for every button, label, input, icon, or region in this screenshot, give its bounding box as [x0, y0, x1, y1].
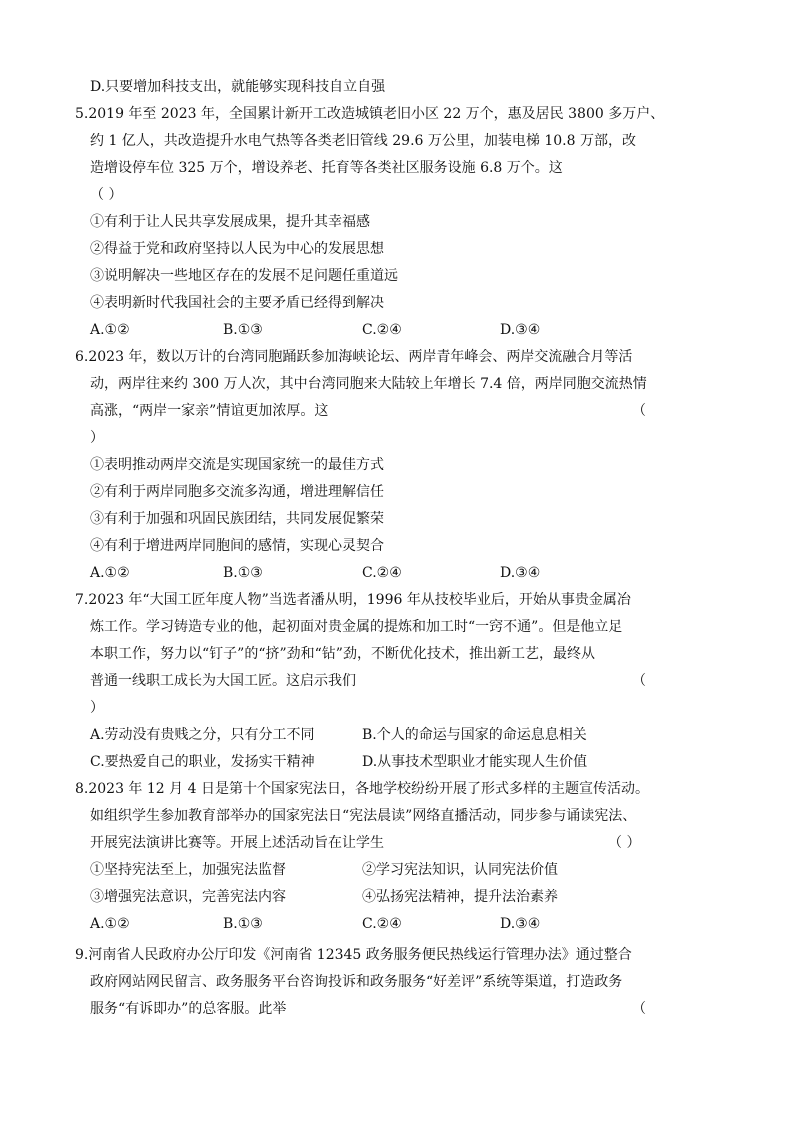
- q8-stem-line-3: 开展宪法演讲比赛等。开展上述活动旨在让学生: [90, 835, 384, 851]
- q6-paren-open: （: [632, 403, 646, 419]
- q6-statement-2: ②有利于两岸同胞多交流多沟通，增进理解信任: [90, 484, 384, 500]
- q5-answer-paren: （ ）: [90, 187, 123, 203]
- q7-stem-line-1: 7.2023 年“大国工匠年度人物”当选者潘从明，1996 年从技校毕业后，开始从事贵金属冶: [75, 592, 631, 608]
- q8-statement-2: ②学习宪法知识，认同宪法价值: [362, 862, 558, 878]
- q5-option-a: A.①②: [90, 322, 130, 338]
- q8-option-c: C.②④: [362, 916, 402, 932]
- q5-statement-4: ④表明新时代我国社会的主要矛盾已经得到解决: [90, 295, 384, 311]
- q9-paren-open: （: [632, 1001, 646, 1017]
- q7-stem-line-3: 本职工作，努力以“钉子”的“挤”劲和“钻”劲，不断优化技术，推出新工艺，最终从: [90, 646, 595, 662]
- q6-paren-close: ）: [90, 430, 104, 446]
- q8-option-b: B.①③: [223, 916, 263, 932]
- q7-option-d: D.从事技术型职业才能实现人生价值: [362, 754, 588, 770]
- q5-statement-2: ②得益于党和政府坚持以人民为中心的发展思想: [90, 241, 384, 257]
- q6-option-d: D.③④: [500, 565, 541, 581]
- q6-stem-line-1: 6.2023 年，数以万计的台湾同胞踊跃参加海峡论坛、两岸青年峰会、两岸交流融合月等活: [75, 349, 633, 365]
- q8-stem-line-1: 8.2023 年 12 月 4 日是第十个国家宪法日，各地学校纷纷开展了形式多样的主题宣传活动。: [75, 781, 649, 797]
- q7-option-c: C.要热爱自己的职业，发扬实干精神: [90, 754, 315, 770]
- q5-stem-line-2: 约 1 亿人，共改造提升水电气热等各类老旧管线 29.6 万公里，加装电梯 10.8 万部，改: [90, 133, 636, 149]
- q6-statement-4: ④有利于增进两岸同胞间的感情，实现心灵契合: [90, 538, 384, 554]
- q4-option-d: D.只要增加科技支出，就能够实现科技自立自强: [90, 79, 386, 95]
- q5-stem-line-1: 5.2019 年至 2023 年，全国累计新开工改造城镇老旧小区 22 万个，惠及居民 3800 多万户、: [75, 106, 665, 122]
- q8-answer-paren: （ ）: [608, 835, 641, 851]
- q7-option-b: B.个人的命运与国家的命运息息相关: [362, 727, 587, 743]
- q8-stem-line-2: 如组织学生参加教育部举办的国家宪法日“宪法晨读”网络直播活动，同步参与诵读宪法、: [90, 808, 637, 824]
- q5-option-c: C.②④: [362, 322, 402, 338]
- q9-stem-line-2: 政府网站网民留言、政务服务平台咨询投诉和政务服务“好差评”系统等渠道，打造政务: [90, 974, 623, 990]
- q6-statement-3: ③有利于加强和巩固民族团结，共同发展促繁荣: [90, 511, 384, 527]
- q5-option-d: D.③④: [500, 322, 541, 338]
- q6-statement-1: ①表明推动两岸交流是实现国家统一的最佳方式: [90, 457, 384, 473]
- q6-option-a: A.①②: [90, 565, 130, 581]
- q7-stem-line-4: 普通一线职工成长为大国工匠。这启示我们: [90, 673, 356, 689]
- q7-option-a: A.劳动没有贵贱之分，只有分工不同: [90, 727, 315, 743]
- q5-option-b: B.①③: [223, 322, 263, 338]
- q6-stem-line-3: 高涨，“两岸一家亲”情谊更加浓厚。这: [90, 403, 329, 419]
- q5-statement-1: ①有利于让人民共享发展成果，提升其幸福感: [90, 214, 370, 230]
- q8-option-a: A.①②: [90, 916, 130, 932]
- q7-paren-close: ）: [90, 700, 104, 716]
- q6-option-c: C.②④: [362, 565, 402, 581]
- q9-stem-line-3: 服务“有诉即办”的总客服。此举: [90, 1001, 287, 1017]
- q5-stem-line-3: 造增设停车位 325 万个，增设养老、托育等各类社区服务设施 6.8 万个。这: [90, 160, 563, 176]
- q8-statement-3: ③增强宪法意识，完善宪法内容: [90, 889, 286, 905]
- q5-statement-3: ③说明解决一些地区存在的发展不足问题任重道远: [90, 268, 398, 284]
- q7-stem-line-2: 炼工作。学习铸造专业的他，起初面对贵金属的提炼和加工时“一窍不通”。但是他立足: [90, 619, 623, 635]
- q6-option-b: B.①③: [223, 565, 263, 581]
- q8-statement-1: ①坚持宪法至上，加强宪法监督: [90, 862, 286, 878]
- q7-paren-open: （: [632, 673, 646, 689]
- q8-option-d: D.③④: [500, 916, 541, 932]
- q8-statement-4: ④弘扬宪法精神，提升法治素养: [362, 889, 558, 905]
- q6-stem-line-2: 动，两岸往来约 300 万人次，其中台湾同胞来大陆较上年增长 7.4 倍，两岸同胞交流热情: [90, 376, 647, 392]
- q9-stem-line-1: 9.河南省人民政府办公厅印发《河南省 12345 政务服务便民热线运行管理办法》通过整合: [75, 947, 632, 963]
